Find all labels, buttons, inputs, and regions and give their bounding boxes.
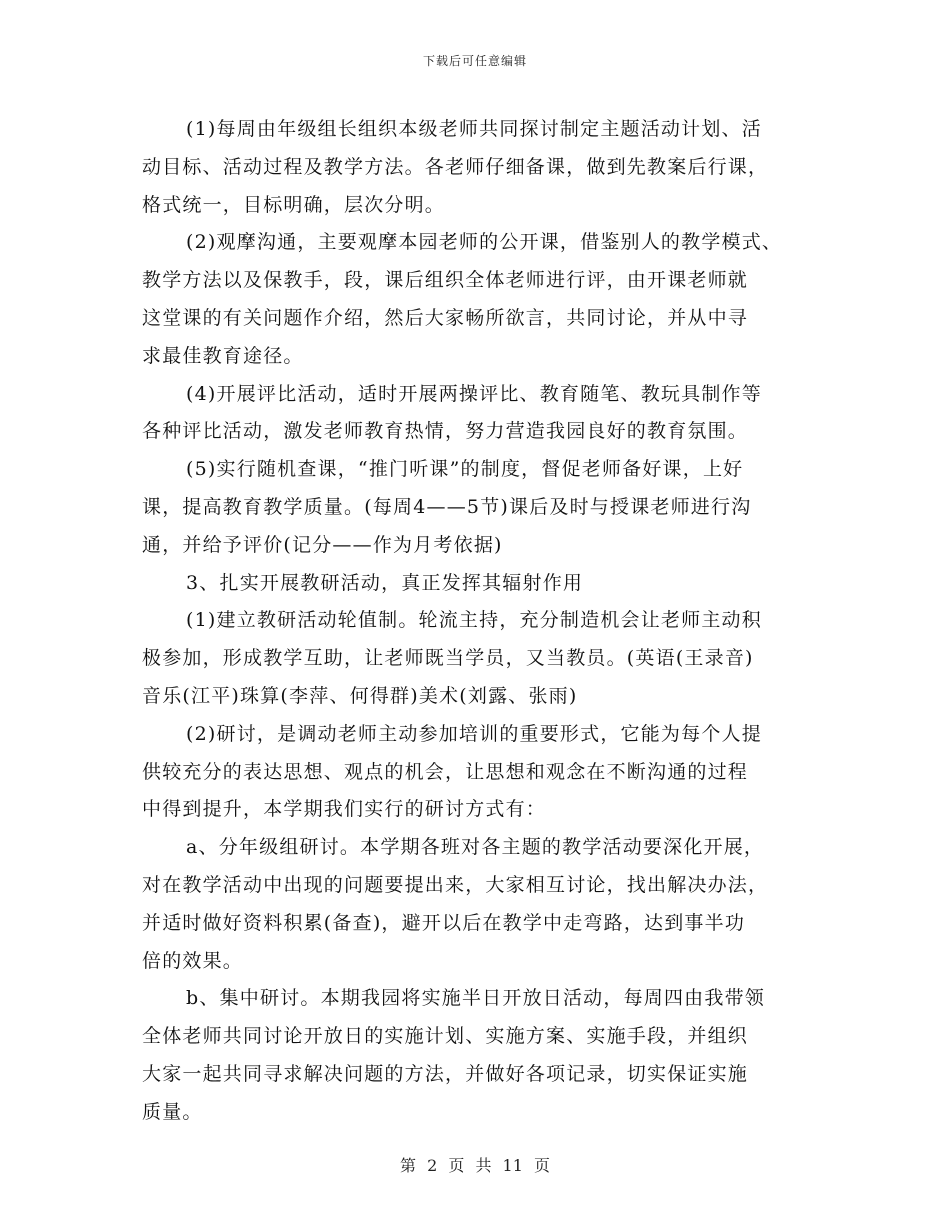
- document-body: [142, 111, 842, 1132]
- text-line: 各种评比活动，激发老师教育热情，努力营造我园良好的教育氛围。: [142, 420, 749, 443]
- page-footer: 第 2 页 共 11 页: [400, 1156, 550, 1175]
- text-line: 格式统一，目标明确，层次分明。: [142, 193, 446, 216]
- text-line: (2)观摩沟通，主要观摩本园老师的公开课，借鉴别人的教学模式、: [186, 231, 783, 254]
- text-line: a、分年级组研讨。本学期各班对各主题的教学活动要深化开展，: [186, 836, 765, 859]
- text-line: 质量。: [142, 1100, 203, 1123]
- text-line: 课，提高教育教学质量。(每周4——5节)课后及时与授课老师进行沟: [142, 495, 752, 518]
- text-line: 音乐(江平)珠算(李萍、何得群)美术(刘露、张雨): [142, 684, 578, 707]
- text-line: (1)建立教研活动轮值制。轮流主持，充分制造机会让老师主动积: [186, 609, 762, 632]
- text-line: 并适时做好资料积累(备查)，避开以后在教学中走弯路，达到事半功: [142, 911, 746, 934]
- text-line: 中得到提升，本学期我们实行的研讨方式有：: [142, 798, 547, 821]
- text-line: 大家一起共同寻求解决问题的方法，并做好各项记录，切实保证实施: [142, 1062, 749, 1085]
- text-line: 倍的效果。: [142, 949, 244, 972]
- text-line: 求最佳教育途径。: [142, 344, 304, 367]
- text-line: b、集中研讨。本期我园将实施半日开放日活动，每周四由我带领: [186, 987, 765, 1010]
- page-header: 下载后可任意编辑: [422, 54, 527, 68]
- text-line: 这堂课的有关问题作介绍，然后大家畅所欲言，共同讨论，并从中寻: [142, 306, 749, 329]
- text-line: (5)实行随机查课，“推门听课”的制度，督促老师备好课，上好: [186, 458, 744, 481]
- text-line: 动目标、活动过程及教学方法。各老师仔细备课，做到先教案后行课，: [142, 155, 769, 178]
- text-line: (2)研讨，是调动老师主动参加培训的重要形式，它能为每个人提: [186, 722, 762, 745]
- text-line: 对在教学活动中出现的问题要提出来，大家相互讨论，找出解决办法，: [142, 873, 769, 896]
- text-line: (1)每周由年级组长组织本级老师共同探讨制定主题活动计划、活: [186, 118, 762, 140]
- text-line: 全体老师共同讨论开放日的实施计划、实施方案、实施手段，并组织: [142, 1025, 749, 1048]
- text-line: (4)开展评比活动，适时开展两操评比、教育随笔、教玩具制作等: [186, 382, 762, 405]
- text-line: 通，并给予评价(记分——作为月考依据): [142, 533, 503, 556]
- text-line: 教学方法以及保教手，段，课后组织全体老师进行评，由开课老师就: [142, 269, 749, 292]
- text-line: 供较充分的表达思想、观点的机会，让思想和观念在不断沟通的过程: [142, 760, 749, 783]
- text-line: 3、扎实开展教研活动，真正发挥其辐射作用: [186, 571, 584, 594]
- text-line: 极参加，形成教学互助，让老师既当学员，又当教员。(英语(王录音): [142, 647, 754, 670]
